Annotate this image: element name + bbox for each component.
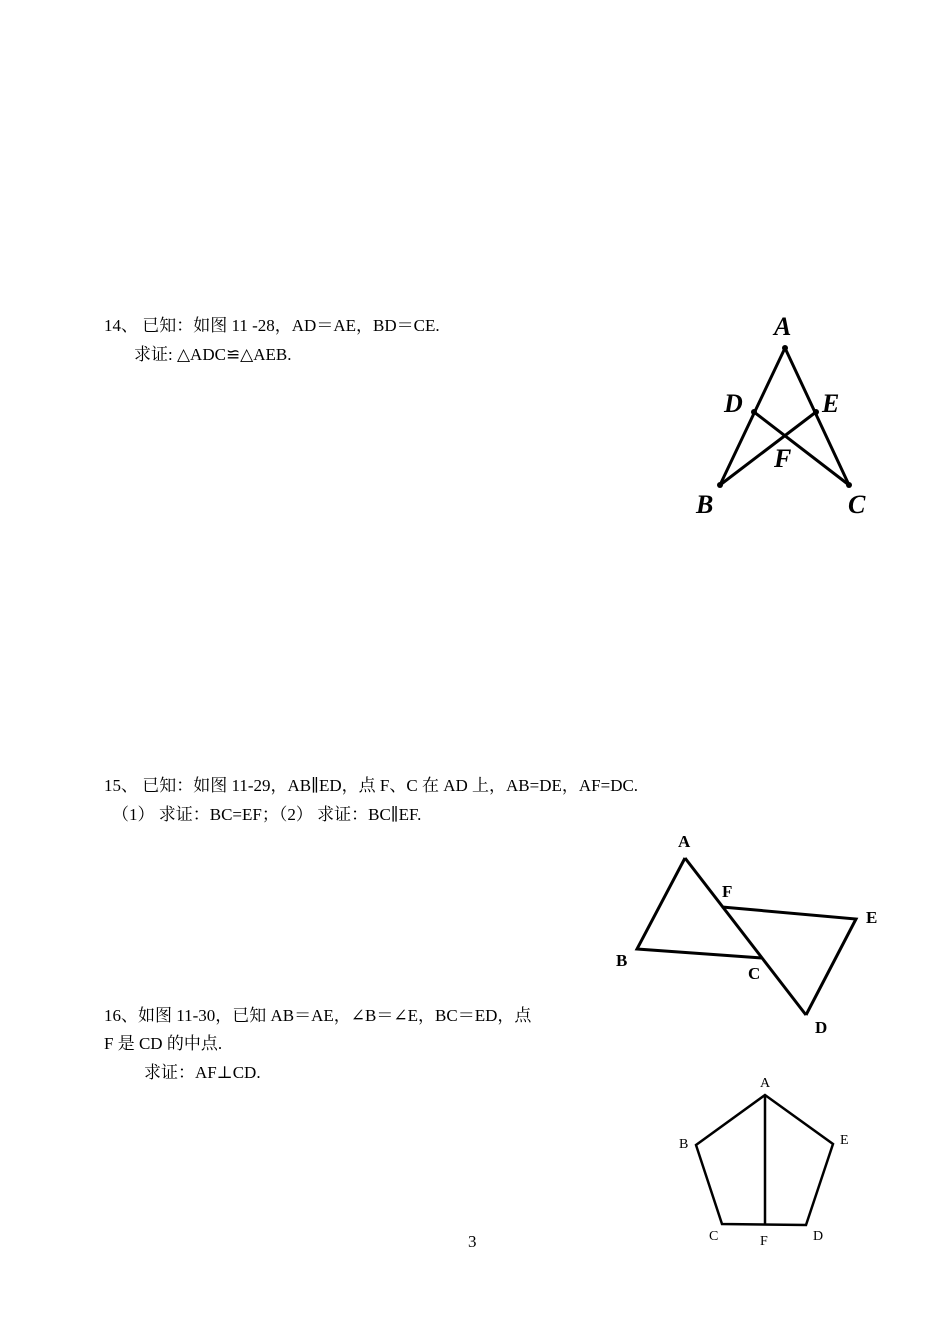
label-b: B — [679, 1137, 689, 1152]
label-f: F — [774, 444, 792, 473]
figure-11-28 — [690, 305, 880, 525]
problem-14-prove: 求证: △ADC≌△AEB. — [134, 345, 292, 364]
label-a: A — [678, 832, 691, 851]
segment-ad — [685, 858, 806, 1015]
label-b: B — [696, 490, 714, 519]
label-f: F — [760, 1234, 768, 1249]
label-c: C — [748, 964, 761, 983]
label-b: B — [616, 951, 628, 970]
point-e — [813, 409, 819, 415]
label-a: A — [760, 1076, 771, 1091]
label-e: E — [866, 908, 878, 927]
point-b — [717, 482, 723, 488]
point-d — [751, 409, 757, 415]
label-e: E — [822, 389, 840, 418]
label-d: D — [815, 1018, 828, 1037]
point-a — [782, 345, 788, 351]
segment-ac — [785, 348, 849, 485]
problem-14-statement: 14、 已知：如图 11 -28，AD＝AE，BD＝CE. — [104, 316, 440, 335]
problem-15-statement: 15、 已知：如图 11-29，AB∥ED，点 F、C 在 AD 上，AB=DE，AF=DC. — [104, 776, 639, 795]
problem-16-statement: 16、如图 11-30，已知 AB＝AE，∠B＝∠E，BC＝ED，点 — [104, 1006, 532, 1025]
label-d: D — [813, 1229, 824, 1244]
figure-11-30 — [670, 1070, 860, 1250]
problem-16-statement-cont: F 是 CD 的中点. — [104, 1034, 223, 1053]
label-d: D — [724, 389, 743, 418]
page-number: 3 — [468, 1232, 477, 1251]
problem-16-prove: 求证：AF⊥CD. — [144, 1063, 261, 1082]
label-c: C — [848, 490, 866, 519]
label-f: F — [722, 882, 733, 901]
triangle-def-sides — [722, 907, 856, 1015]
problem-15-prove: （1） 求证：BC=EF；（2） 求证：BC∥EF. — [112, 805, 422, 824]
point-c — [846, 482, 852, 488]
figure-11-29 — [610, 828, 890, 1043]
label-c: C — [709, 1229, 719, 1244]
label-e: E — [840, 1133, 849, 1148]
label-a: A — [774, 312, 792, 341]
